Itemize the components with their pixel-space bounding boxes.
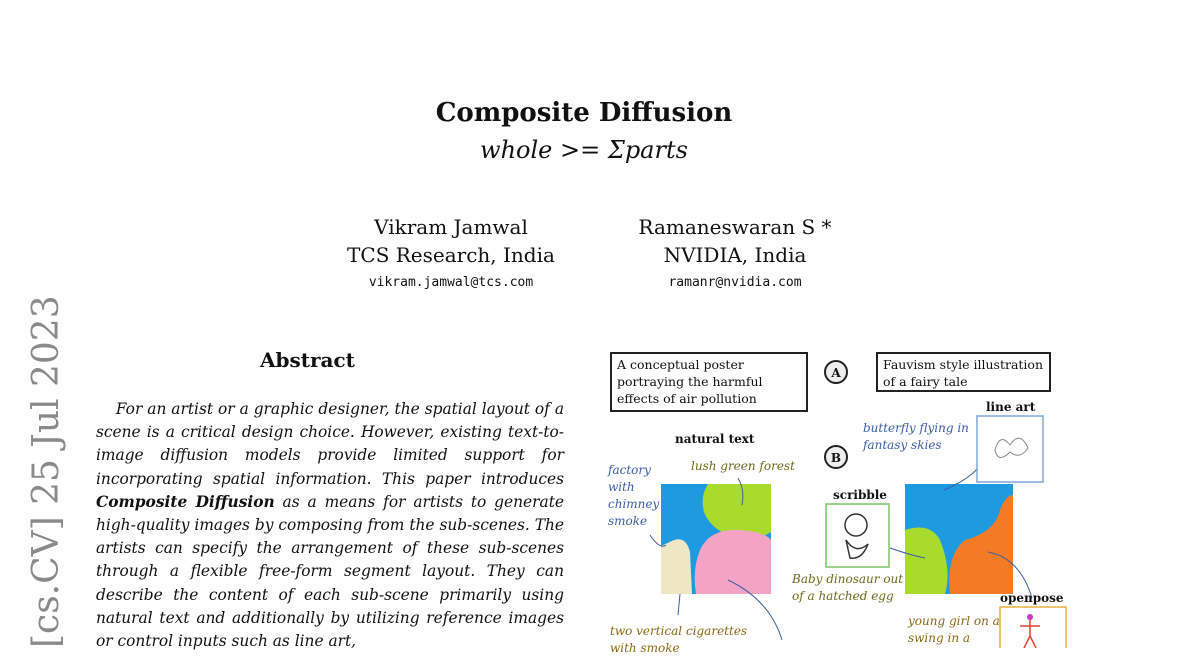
note-butterfly: butterfly flying in fantasy skies — [863, 421, 969, 452]
marker-b: B — [824, 445, 848, 469]
abstract-heading: Abstract — [260, 348, 355, 372]
paper-title: Composite Diffusion — [435, 98, 733, 128]
label-openpose: openpose — [1000, 591, 1064, 605]
abstract-intro: For an artist or a graphic designer, the spatial layout of a scene is a critical design choice. However, existing text-to-image diffusion models provide limited support for incorporating spatial information. This paper introduces — [96, 400, 564, 488]
author-block-2 — [585, 213, 885, 290]
abstract-body — [96, 398, 564, 653]
abstract-bold-term: Composite Diffusion — [96, 492, 275, 511]
author-affiliation: TCS Research, India — [347, 243, 555, 267]
label-line-art: line art — [986, 400, 1036, 414]
author-email: vikram.jamwal@tcs.com — [368, 275, 534, 290]
segment-layout-b — [905, 484, 1013, 594]
label-scribble: scribble — [833, 488, 887, 502]
note-forest: lush green forest — [691, 459, 795, 473]
author-block-1 — [301, 213, 601, 290]
segment-layout-a — [661, 484, 771, 594]
arxiv-stamp: [cs.CV] 25 Jul 2023 — [26, 295, 67, 648]
line-art-thumbnail — [977, 416, 1043, 482]
note-factory: factory with chimney smoke — [608, 463, 660, 528]
abstract-rest: as a means for artists to generate high-quality images by composing from the sub-scenes. The artists can specify the arrangement of these sub-scenes through a flexible free-form segment layout. They can describe the content of each sub-scene primarily using natural text and additionally by utilizing reference images or control inputs such as line art, — [96, 492, 564, 651]
prompt-b-box: Fauvism style illustration of a fairy tale — [876, 352, 1051, 392]
author-name: Ramaneswaran S * — [638, 215, 832, 239]
author-name: Vikram Jamwal — [374, 215, 528, 239]
note-cigarettes: two vertical cigarettes with smoke — [610, 624, 748, 655]
marker-a: A — [824, 360, 848, 384]
figure-1 — [600, 340, 1160, 655]
author-affiliation: NVIDIA, India — [663, 243, 807, 267]
prompt-a-box: A conceptual poster portraying the harmful effects of air pollution — [610, 352, 808, 412]
note-girl: young girl on a swing in a — [908, 614, 1000, 645]
paper-subtitle: whole >= Σparts — [480, 136, 688, 164]
label-natural-text: natural text — [675, 432, 755, 446]
author-email: ramanr@nvidia.com — [668, 275, 802, 290]
note-dinosaur: Baby dinosaur out of a hatched egg — [792, 572, 904, 603]
